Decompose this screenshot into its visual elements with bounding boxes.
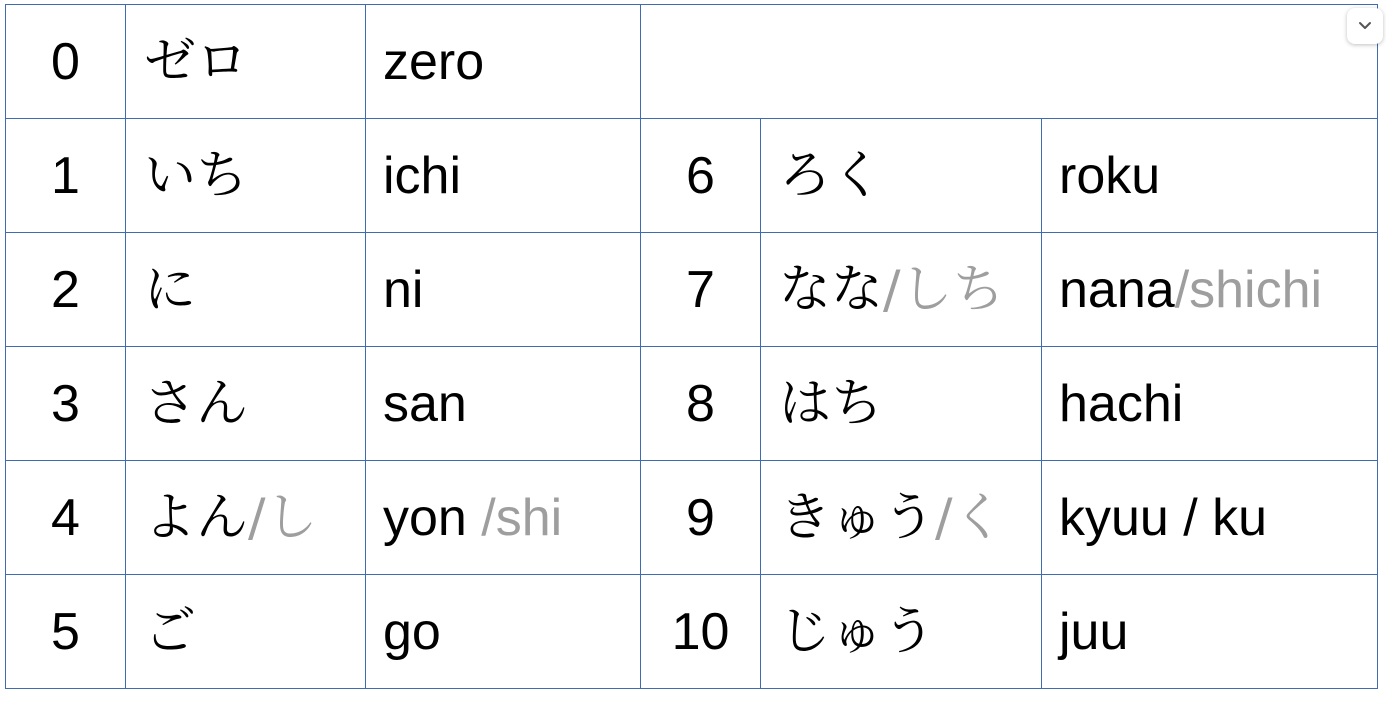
kana-cell: さん [126,347,366,461]
number-cell: 6 [641,119,761,233]
table-row [6,233,1378,347]
chevron-down-icon [1358,21,1372,31]
number-cell: 1 [6,119,126,233]
kana-cell: ゼロ [126,5,366,119]
romaji-cell [366,461,641,575]
kana-alternate: /し [248,487,318,548]
table-row [6,5,1378,119]
romaji-cell: roku [1042,119,1378,233]
number-cell: 5 [6,575,126,689]
kana-cell [761,461,1042,575]
kana-cell: に [126,233,366,347]
number-table [5,4,1378,689]
kana-alternate: /しち [883,259,1005,320]
kana-main: きゅう [779,487,936,548]
kana-cell: いち [126,119,366,233]
romaji-alternate: /shi [481,488,563,547]
kana-cell [761,233,1042,347]
kana-cell: ご [126,575,366,689]
number-cell: 2 [6,233,126,347]
number-cell: 7 [641,233,761,347]
number-cell: 8 [641,347,761,461]
table-row [6,575,1378,689]
table-row [6,119,1378,233]
romaji-alternate: /shichi [1174,260,1323,319]
table-row [6,347,1378,461]
romaji-main: yon [383,488,482,547]
romaji-cell: ichi [366,119,641,233]
romaji-cell: go [366,575,641,689]
number-cell: 4 [6,461,126,575]
kana-cell: じゅう [761,575,1042,689]
kana-cell: はち [761,347,1042,461]
number-cell: 0 [6,5,126,119]
romaji-cell [1042,233,1378,347]
empty-cell [641,5,1378,119]
kana-main: なな [779,259,884,320]
collapse-button[interactable] [1347,8,1383,44]
table-row [6,461,1378,575]
romaji-cell: zero [366,5,641,119]
kana-cell: ろく [761,119,1042,233]
romaji-cell: kyuu / ku [1042,461,1378,575]
romaji-cell: ni [366,233,641,347]
romaji-main: nana [1059,260,1175,319]
romaji-cell: san [366,347,641,461]
kana-main: よん [144,487,249,548]
romaji-cell: juu [1042,575,1378,689]
number-cell: 9 [641,461,761,575]
romaji-cell: hachi [1042,347,1378,461]
kana-alternate: /く [935,487,1005,548]
kana-cell [126,461,366,575]
number-cell: 10 [641,575,761,689]
number-cell: 3 [6,347,126,461]
